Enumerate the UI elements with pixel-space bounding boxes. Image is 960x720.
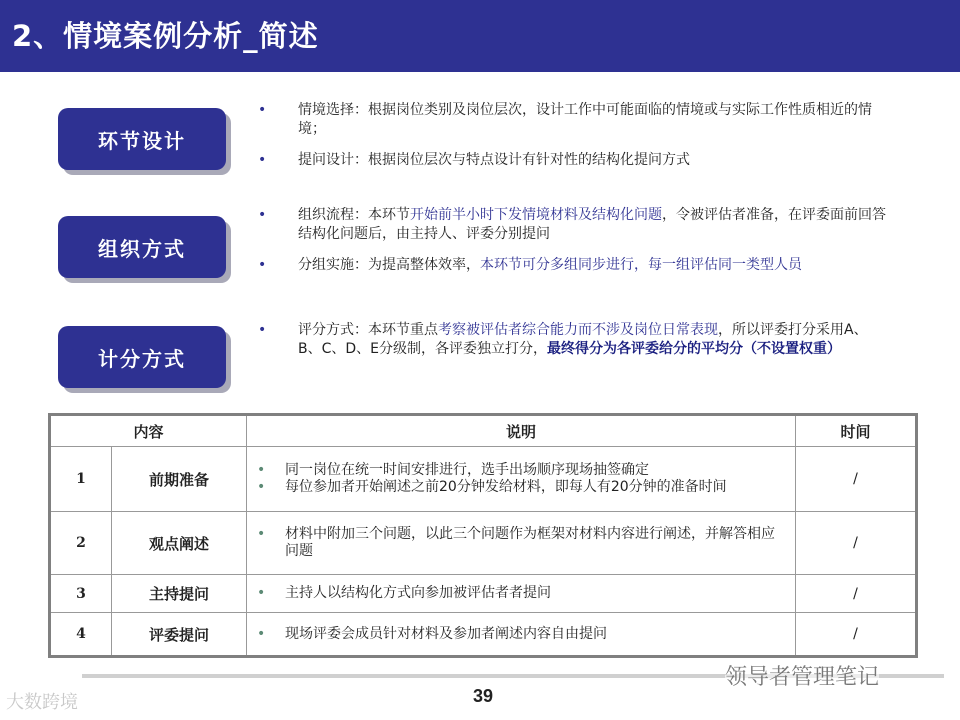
- row-number: 2: [50, 512, 112, 575]
- bullet-text: 情境选择：根据岗位类别及岗位层次，设计工作中可能面临的情境或与实际工作性质相近的情境；: [298, 102, 872, 137]
- bullet-icon: •: [257, 462, 266, 478]
- page-number: 39: [473, 686, 494, 706]
- bullet-icon: •: [257, 625, 266, 642]
- row-description: [247, 613, 796, 657]
- table-row: [50, 613, 917, 657]
- bullet-icon: •: [258, 102, 267, 118]
- bullet-text: 分组实施：为提高整体效率，: [298, 257, 480, 273]
- process-table: [48, 413, 918, 658]
- row-time: /: [796, 447, 917, 512]
- row-number: 3: [50, 575, 112, 613]
- row-title: 评委提问: [112, 613, 247, 657]
- bullet-item: [258, 321, 888, 359]
- title-bar: [0, 0, 960, 72]
- table-row: [50, 575, 917, 613]
- row-number: 4: [50, 613, 112, 657]
- watermark-left: 大数跨境: [6, 692, 78, 713]
- bullet-item: [258, 101, 888, 139]
- description-item: [257, 585, 785, 602]
- row-number: 1: [50, 447, 112, 512]
- bullet-icon: •: [258, 152, 267, 168]
- bullet-text: 最终得分为各评委给分的平均分（不设置权重）: [547, 341, 842, 357]
- table-row: [50, 447, 917, 512]
- description-text: 每位参加者开始阐述之前20分钟发给材料，即每人有20分钟的准备时间: [285, 479, 727, 495]
- row-title: 观点阐述: [112, 512, 247, 575]
- col-header-content: 内容: [50, 415, 247, 447]
- bullet-text: 组织流程：本环节: [298, 207, 410, 223]
- bullet-icon: •: [258, 257, 267, 273]
- col-header-time: 时间: [796, 415, 917, 447]
- bullet-list-design: [258, 101, 888, 182]
- description-item: [257, 479, 785, 496]
- watermark-right: 领导者管理笔记: [725, 660, 879, 691]
- row-title: 主持提问: [112, 575, 247, 613]
- bullet-icon: •: [258, 322, 267, 338]
- description-text: 现场评委会成员针对材料及参加者阐述内容自由提问: [285, 625, 607, 642]
- row-time: /: [796, 512, 917, 575]
- table-row: [50, 512, 917, 575]
- description-text: 材料中附加三个问题，以此三个问题作为框架对材料内容进行阐述，并解答相应问题: [285, 526, 775, 559]
- bullet-icon: •: [257, 479, 266, 495]
- description-item: [257, 526, 785, 560]
- row-description: [247, 575, 796, 613]
- section-tag-design: 环节设计: [58, 108, 226, 170]
- row-time: /: [796, 575, 917, 613]
- bullet-text: 本环节可分多组同步进行，每一组评估同一类型人员: [480, 257, 802, 273]
- description-text: 主持人以结构化方式向参加被评估者者提问: [285, 585, 551, 601]
- section-tag-scoring: 计分方式: [58, 326, 226, 388]
- bullet-text: ，令被评估者准备，在评委面前回答结构化问题后，由主持人、评委分别提问: [298, 207, 886, 242]
- description-item: [257, 626, 785, 643]
- section-tag-organization: 组织方式: [58, 216, 226, 278]
- bullet-item: [258, 206, 888, 244]
- description-text: 同一岗位在统一时间安排进行，选手出场顺序现场抽签确定: [285, 462, 649, 478]
- row-title: 前期准备: [112, 447, 247, 512]
- bullet-list-scoring: [258, 321, 888, 371]
- row-time: /: [796, 613, 917, 657]
- bullet-text: ，所以评委打分采用A、B、C、D、E分级制，各评委独立打分，: [298, 322, 868, 357]
- bullet-item: [258, 151, 888, 170]
- bullet-text: 开始前半小时下发情境材料及结构化问题: [410, 207, 662, 223]
- row-description: [247, 447, 796, 512]
- col-header-description: 说明: [247, 415, 796, 447]
- bullet-item: [258, 256, 888, 275]
- bullet-text: 提问设计：根据岗位层次与特点设计有针对性的结构化提问方式: [298, 152, 690, 168]
- description-item: [257, 462, 785, 479]
- page-title: 2、情境案例分析_简述: [12, 19, 319, 53]
- bullet-text: 评分方式：本环节重点: [298, 322, 438, 338]
- row-description: [247, 512, 796, 575]
- bullet-list-organization: [258, 206, 888, 287]
- bullet-icon: •: [257, 526, 266, 542]
- bullet-text: 考察被评估者综合能力而不涉及岗位日常表现: [438, 322, 718, 338]
- bullet-icon: •: [257, 585, 266, 601]
- bullet-icon: •: [258, 207, 267, 223]
